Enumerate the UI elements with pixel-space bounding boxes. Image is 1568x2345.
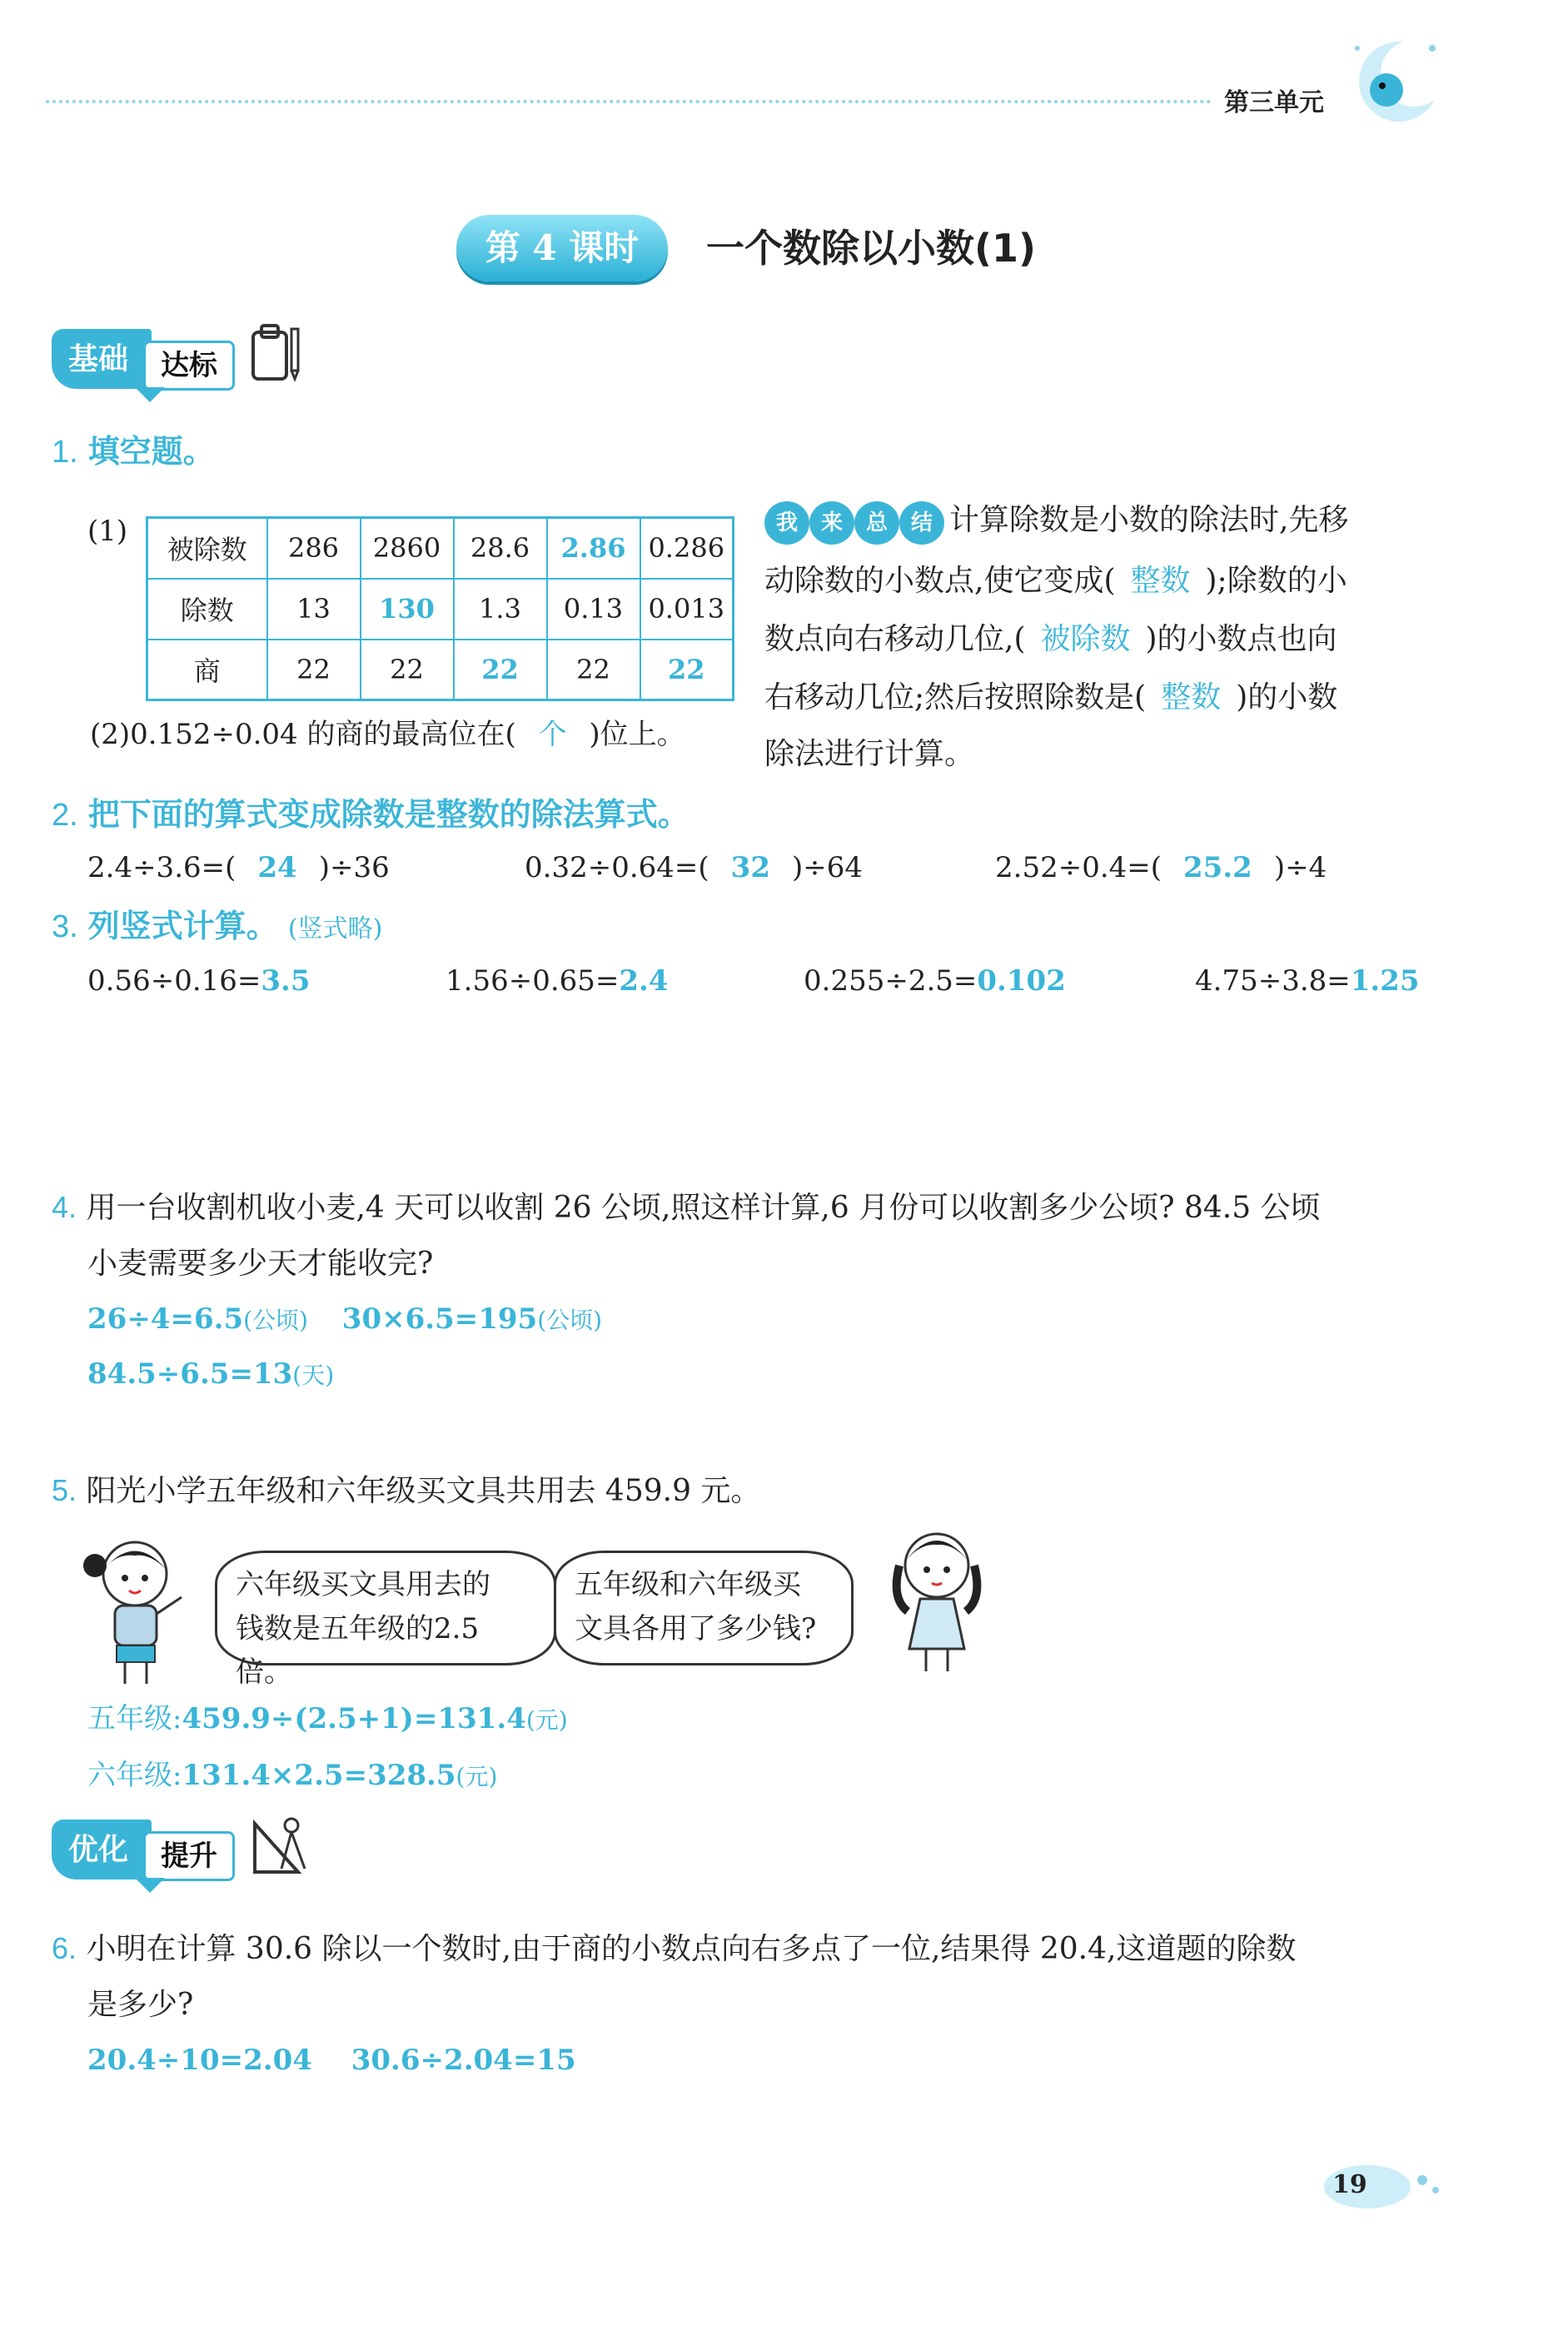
q4-answer-line-1 xyxy=(87,1302,602,1337)
q2-title: 把下面的算式变成除数是整数的除法算式。 xyxy=(87,796,689,833)
table-cell: 13 xyxy=(267,579,361,640)
summary-answer-1: 整数 xyxy=(1130,564,1191,598)
q2-answer: 25.2 xyxy=(1183,851,1252,884)
page-number-splash-icon xyxy=(1299,2157,1449,2215)
q3-title: 列竖式计算。 xyxy=(87,908,278,944)
q4-answer: 26÷4=6.5 xyxy=(87,1302,244,1336)
q3-item-1 xyxy=(87,964,311,998)
table-row xyxy=(147,518,734,579)
q4-line-2: 小麦需要多少天才能收完? xyxy=(87,1247,434,1281)
table-answer-cell: 130 xyxy=(361,579,454,640)
q3-answer: 3.5 xyxy=(261,964,311,998)
q3-expr: 4.75÷3.8= xyxy=(1195,964,1351,998)
unit-label: 第三单元 xyxy=(1224,88,1324,117)
table-answer-cell: 2.86 xyxy=(547,518,640,579)
summary-line-3 xyxy=(764,621,1337,657)
q2-answer: 24 xyxy=(257,851,297,884)
section-tag-improve-b: 提升 xyxy=(143,1831,235,1881)
q5-number: 5. xyxy=(52,1473,77,1507)
clipboard-pencil-icon xyxy=(248,321,306,387)
q5-line xyxy=(52,1472,760,1509)
section-tag-improve-a: 优化 xyxy=(52,1820,152,1879)
q6-answer: 20.4÷10=2.04 xyxy=(87,2044,312,2077)
table-cell: 22 xyxy=(361,640,454,700)
table-cell: 0.286 xyxy=(640,518,734,579)
summary-text: 数点向右移动几位,( xyxy=(764,622,1026,656)
q5-answer-line-1 xyxy=(87,1702,568,1736)
q1-part2-suffix: )位上。 xyxy=(589,718,685,751)
q5-answer: 459.9÷(2.5+1)=131.4 xyxy=(182,1702,526,1735)
q3-answer: 1.25 xyxy=(1350,964,1420,998)
q2-item-2 xyxy=(525,851,863,885)
q3-number: 3. xyxy=(52,909,78,944)
q3-answer: 0.102 xyxy=(977,964,1066,998)
q2-expr: 2.52÷0.4=( xyxy=(995,851,1162,884)
bubble-right-line-1: 五年级和六年级买 xyxy=(575,1568,801,1601)
bubble-left-line-2: 钱数是五年级的2.5倍。 xyxy=(236,1611,480,1690)
moon-mascot-icon xyxy=(1341,23,1449,132)
table-cell: 1.3 xyxy=(454,579,547,640)
summary-badge-char: 总 xyxy=(854,501,899,545)
q5-answer: 131.4×2.5=328.5 xyxy=(182,1759,456,1792)
table-answer-cell: 22 xyxy=(454,640,547,700)
table-header-cell: 被除数 xyxy=(147,518,267,579)
q6-line-2: 是多少? xyxy=(87,1988,194,2022)
bubble-left-line-1: 六年级买文具用去的 xyxy=(236,1568,490,1601)
table-cell: 2860 xyxy=(361,518,454,579)
table-answer-cell: 22 xyxy=(640,640,734,700)
summary-badge xyxy=(764,501,948,545)
q2-answer: 32 xyxy=(730,851,770,884)
girl-left-illustration-icon xyxy=(83,1532,192,1690)
q6-answer-line xyxy=(87,2044,576,2078)
q3-expr: 0.255÷2.5= xyxy=(804,964,978,998)
q5-text: 阳光小学五年级和六年级买文具共用去 459.9 元。 xyxy=(86,1474,761,1508)
summary-text: 动除数的小数点,使它变成( xyxy=(764,564,1116,598)
section-tag-tail xyxy=(135,1878,165,1893)
speech-bubble-left xyxy=(215,1551,556,1690)
q1-part2 xyxy=(90,718,685,752)
q1-part1-label: (1) xyxy=(87,515,128,548)
q3-expr: 1.56÷0.65= xyxy=(446,964,620,998)
bubble-right-line-2: 文具各用了多少钱? xyxy=(575,1611,817,1645)
q2-expr: )÷4 xyxy=(1273,851,1327,884)
summary-text: );除数的小 xyxy=(1205,564,1347,598)
q4-unit: (公顷) xyxy=(537,1307,603,1334)
table-cell: 28.6 xyxy=(454,518,547,579)
section-tag-improve xyxy=(52,1820,243,1884)
q2-expr: )÷64 xyxy=(791,851,864,884)
q1-part2-answer: 个 xyxy=(538,718,567,751)
q1-number: 1. xyxy=(52,435,78,470)
q4-answer: 84.5÷6.5=13 xyxy=(87,1357,293,1391)
q6-answer: 30.6÷2.04=15 xyxy=(351,2044,576,2077)
q3-item-3 xyxy=(804,964,1066,998)
summary-line-4 xyxy=(764,680,1337,715)
header-divider xyxy=(46,100,1212,103)
q2-expr: 0.32÷0.64=( xyxy=(525,851,709,884)
section-tag-basic xyxy=(52,329,243,394)
q4-number: 4. xyxy=(52,1190,77,1224)
q2-item-1 xyxy=(87,851,390,885)
summary-line-2 xyxy=(764,563,1347,599)
table-cell: 0.13 xyxy=(547,579,640,640)
table-cell: 22 xyxy=(267,640,361,700)
q5-answer-label: 五年级: xyxy=(87,1702,182,1735)
section-tag-tail xyxy=(135,387,165,402)
q3-answer: 2.4 xyxy=(619,964,669,998)
q6-text: 小明在计算 30.6 除以一个数时,由于商的小数点向右多点了一位,结果得 20.4,这道题的除数 xyxy=(86,1932,1297,1966)
q2-expr: )÷36 xyxy=(318,851,390,884)
summary-answer-2: 被除数 xyxy=(1040,622,1131,656)
summary-badge-char: 结 xyxy=(899,501,944,545)
q5-unit: (元) xyxy=(525,1706,568,1734)
summary-answer-3: 整数 xyxy=(1161,680,1222,714)
table-cell: 22 xyxy=(547,640,640,700)
section-tag-basic-a: 基础 xyxy=(52,329,152,389)
table-header-cell: 商 xyxy=(147,640,267,700)
q6-number: 6. xyxy=(52,1931,77,1965)
division-table xyxy=(146,516,734,701)
summary-line-5: 除法进行计算。 xyxy=(764,737,975,771)
lesson-title: 一个数除以小数(1) xyxy=(706,226,1037,271)
summary-line-1: 计算除数是小数的除法时,先移 xyxy=(949,503,1349,537)
q3-expr: 0.56÷0.16= xyxy=(87,964,261,998)
summary-text: )的小数 xyxy=(1236,680,1338,714)
q4-answer-line-2 xyxy=(87,1357,334,1392)
speech-bubble-right xyxy=(554,1551,854,1665)
q4-unit: (公顷) xyxy=(243,1307,308,1334)
lesson-badge: 第 4 课时 xyxy=(456,215,668,281)
table-row xyxy=(147,640,734,700)
summary-badge-char: 我 xyxy=(764,501,809,545)
table-cell: 286 xyxy=(267,518,361,579)
q5-answer-line-2 xyxy=(87,1759,497,1793)
q1-title: 填空题。 xyxy=(87,433,215,470)
q4-text: 用一台收割机收小麦,4 天可以收割 26 公顷,照这样计算,6 月份可以收割多少公顷? 84.5 公顷 xyxy=(86,1191,1321,1225)
q4-answer: 30×6.5=195 xyxy=(341,1302,538,1336)
ruler-compass-icon xyxy=(248,1814,315,1880)
q5-unit: (元) xyxy=(455,1763,498,1790)
q3-item-2 xyxy=(446,964,669,998)
table-cell: 0.013 xyxy=(640,579,734,640)
summary-text: 右移动几位;然后按照除数是( xyxy=(764,680,1147,714)
section-tag-basic-b: 达标 xyxy=(143,341,235,391)
q4-unit: (天) xyxy=(292,1362,335,1389)
q3-note: (竖式略) xyxy=(287,914,383,943)
q5-answer-label: 六年级: xyxy=(87,1759,182,1792)
q1-part2-prefix: (2)0.152÷0.04 的商的最高位在( xyxy=(90,718,516,751)
q2-item-3 xyxy=(995,851,1327,885)
girl-right-illustration-icon xyxy=(883,1520,991,1678)
q2-expr: 2.4÷3.6=( xyxy=(87,851,236,884)
page-number: 19 xyxy=(1332,2170,1367,2199)
q2-number: 2. xyxy=(52,798,78,833)
summary-text: )的小数点也向 xyxy=(1145,622,1337,656)
summary-badge-char: 来 xyxy=(809,501,854,545)
table-header-cell: 除数 xyxy=(147,579,267,640)
q6-line-1 xyxy=(52,1930,1296,1967)
q3-item-4 xyxy=(1195,964,1420,998)
q4-line-1 xyxy=(52,1189,1321,1226)
table-row xyxy=(147,579,734,640)
